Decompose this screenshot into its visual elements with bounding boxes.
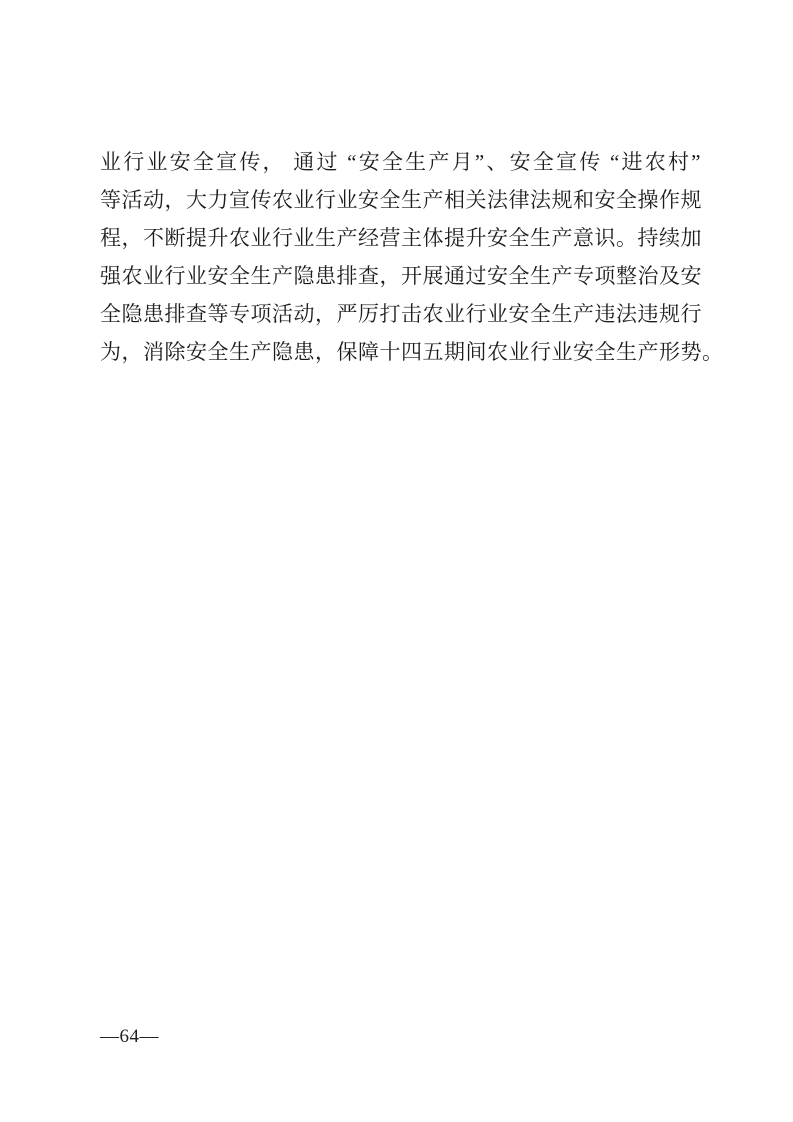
text-line: 全隐患排查等专项活动，严厉打击农业行业安全生产违法违规行	[100, 302, 702, 326]
text-line: 业行业安全宣传， 通过 “安全生产月”、安全宣传 “进农村”	[100, 150, 701, 174]
text-line: 等活动，大力宣传农业行业安全生产相关法律法规和安全操作规	[100, 188, 702, 212]
text-line: 程，不断提升农业行业生产经营主体提升安全生产意识。持续加	[100, 226, 702, 250]
text-line: 为，消除安全生产隐患，保障十四五期间农业行业安全生产形势。	[100, 340, 724, 364]
text-line: 强农业行业安全生产隐患排查，开展通过安全生产专项整治及安	[100, 264, 702, 288]
body-text	[100, 143, 724, 371]
page-number: —64—	[100, 1026, 159, 1047]
